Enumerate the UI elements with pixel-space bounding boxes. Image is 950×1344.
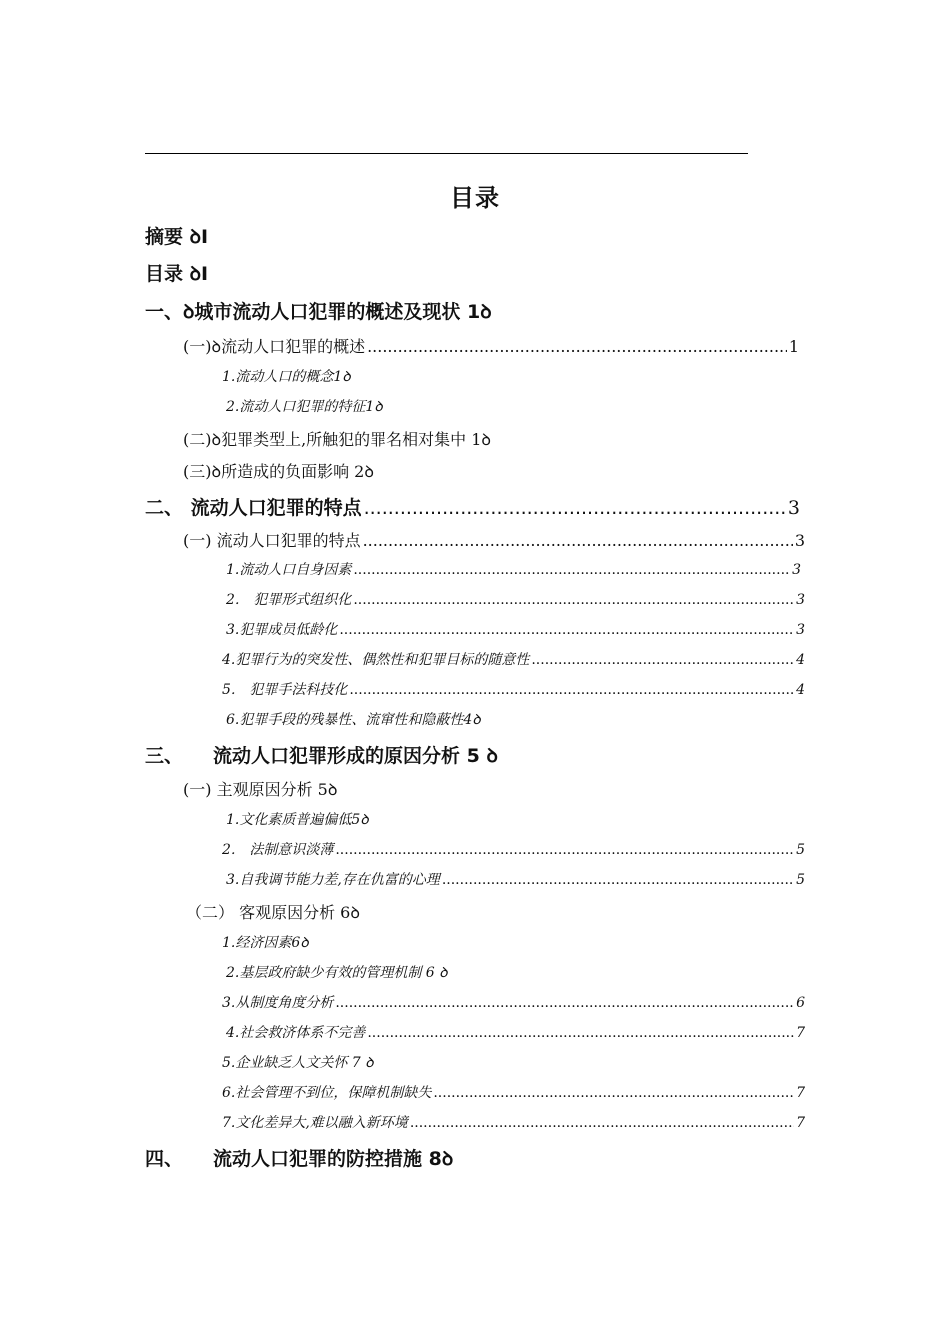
toc-page-number: 5 bbox=[796, 842, 805, 858]
toc-entry-text: 4.社会救济体系不完善 bbox=[226, 1025, 366, 1041]
toc-entry-text: （二） 客观原因分析 6ꝺ bbox=[186, 903, 360, 922]
toc-entry-text: 3.从制度角度分析 bbox=[222, 995, 334, 1011]
toc-entry-text: (三)ꝺ所造成的负面影响 2ꝺ bbox=[183, 462, 374, 481]
toc-entry-chapter-2[interactable] bbox=[145, 493, 800, 520]
toc-entry-text: 3.犯罪成员低龄化 bbox=[226, 622, 338, 638]
toc-entry-text: 7.文化差异大,难以融入新环境 bbox=[222, 1115, 408, 1131]
toc-leader-dots bbox=[353, 592, 794, 608]
toc-entry-text: 5.企业缺乏人文关怀 7 ꝺ bbox=[222, 1055, 374, 1071]
toc-entry-text: 摘要 ꝺI bbox=[145, 226, 209, 248]
toc-leader-dots bbox=[442, 872, 794, 888]
toc-entry-text: 1.文化素质普遍偏低5ꝺ bbox=[226, 812, 369, 828]
toc-leader-dots bbox=[353, 562, 790, 578]
toc-leader-dots bbox=[339, 622, 794, 638]
toc-page-number: 4 bbox=[796, 682, 805, 698]
toc-entry-text: 1.流动人口的概念1ꝺ bbox=[222, 369, 351, 385]
toc-page-number: 6 bbox=[796, 995, 805, 1011]
toc-leader-dots bbox=[531, 652, 794, 668]
toc-entry-3-2-4[interactable] bbox=[226, 1022, 805, 1042]
toc-page-number: 7 bbox=[796, 1115, 805, 1131]
toc-leader-dots bbox=[433, 1085, 794, 1101]
toc-leader-dots bbox=[335, 995, 794, 1011]
toc-entry-text: (二)ꝺ犯罪类型上,所触犯的罪名相对集中 1ꝺ bbox=[183, 430, 492, 449]
toc-entry-3-2-3[interactable] bbox=[222, 992, 805, 1012]
toc-entry-2-1-5[interactable] bbox=[222, 679, 805, 699]
toc-entry-contents[interactable] bbox=[145, 259, 208, 286]
toc-entry-3-2-6[interactable] bbox=[222, 1082, 805, 1102]
toc-entry-1-1[interactable] bbox=[183, 334, 799, 357]
toc-entry-text: 4.犯罪行为的突发性、偶然性和犯罪目标的随意性 bbox=[222, 652, 530, 668]
toc-entry-text: 流动人口犯罪的特点 bbox=[190, 497, 362, 519]
toc-leader-dots bbox=[367, 1025, 794, 1041]
toc-leader-dots bbox=[335, 842, 794, 858]
toc-entry-2-1-6[interactable] bbox=[226, 709, 481, 729]
toc-entry-1-3[interactable] bbox=[183, 459, 374, 482]
toc-entry-text: 2.基层政府缺少有效的管理机制 6 ꝺ bbox=[226, 965, 448, 981]
toc-page-number: 5 bbox=[796, 872, 805, 888]
toc-page-number: 7 bbox=[796, 1025, 805, 1041]
toc-entry-chapter-3[interactable] bbox=[145, 741, 498, 768]
toc-page-number: 4 bbox=[796, 652, 805, 668]
toc-entry-2-1-4[interactable] bbox=[222, 649, 805, 669]
toc-entry-3-2-7[interactable] bbox=[222, 1112, 805, 1132]
toc-entry-chapter-4[interactable] bbox=[145, 1144, 453, 1171]
toc-entry-text: (一) 主观原因分析 5ꝺ bbox=[183, 780, 338, 799]
toc-entry-text: 2.流动人口犯罪的特征1ꝺ bbox=[226, 399, 383, 415]
toc-entry-2-1[interactable] bbox=[183, 528, 805, 551]
toc-page-number: 3 bbox=[796, 622, 805, 638]
toc-entry-text: 2． 犯罪形式组织化 bbox=[226, 592, 352, 608]
page-title: 目录 bbox=[450, 184, 500, 212]
toc-entry-text: 2． 法制意识淡薄 bbox=[222, 842, 334, 858]
toc-leader-dots bbox=[410, 1115, 794, 1131]
toc-entry-2-1-1[interactable] bbox=[226, 559, 801, 579]
toc-page-number: 3 bbox=[794, 531, 805, 550]
toc-entry-2-1-3[interactable] bbox=[226, 619, 805, 639]
toc-page-number: 3 bbox=[792, 562, 801, 578]
header-rule bbox=[145, 153, 748, 154]
toc-entry-3-1-2[interactable] bbox=[222, 839, 805, 859]
toc-entry-number: 三、 bbox=[145, 745, 184, 767]
toc-entry-abstract[interactable] bbox=[145, 222, 208, 249]
toc-entry-3-2[interactable] bbox=[186, 900, 360, 923]
toc-entry-1-1-1[interactable] bbox=[222, 366, 351, 386]
toc-entry-chapter-1[interactable] bbox=[145, 297, 492, 324]
toc-entry-3-2-1[interactable] bbox=[222, 932, 309, 952]
toc-entry-text: 目录 ꝺI bbox=[145, 263, 209, 285]
toc-leader-dots bbox=[364, 497, 786, 519]
toc-entry-text: 流动人口犯罪形成的原因分析 5 ꝺ bbox=[213, 745, 498, 767]
toc-entry-3-2-2[interactable] bbox=[226, 962, 448, 982]
toc-leader-dots bbox=[363, 531, 793, 550]
toc-page-number: 1 bbox=[788, 337, 799, 356]
toc-page-number: 3 bbox=[796, 592, 805, 608]
toc-entry-text: 3.自我调节能力差,存在仇富的心理 bbox=[226, 872, 440, 888]
toc-entry-number: 二、 bbox=[145, 497, 184, 519]
toc-entry-text: 5． 犯罪手法科技化 bbox=[222, 682, 348, 698]
toc-page-number: 7 bbox=[796, 1085, 805, 1101]
toc-entry-text: (一)ꝺ流动人口犯罪的概述 bbox=[183, 337, 366, 356]
toc-page-number: 3 bbox=[787, 497, 800, 519]
toc-entry-2-1-2[interactable] bbox=[226, 589, 805, 609]
toc-entry-3-1-1[interactable] bbox=[226, 809, 369, 829]
toc-entry-text: 6.社会管理不到位，保障机制缺失 bbox=[222, 1085, 432, 1101]
toc-entry-text: 1.经济因素6ꝺ bbox=[222, 935, 309, 951]
toc-entry-number: 四、 bbox=[145, 1148, 184, 1170]
toc-leader-dots bbox=[349, 682, 794, 698]
toc-entry-3-1[interactable] bbox=[183, 777, 337, 800]
toc-leader-dots bbox=[367, 337, 787, 356]
toc-entry-text: 1.流动人口自身因素 bbox=[226, 562, 352, 578]
toc-entry-3-2-5[interactable] bbox=[222, 1052, 374, 1072]
toc-entry-text: 6.犯罪手段的残暴性、流窜性和隐蔽性4ꝺ bbox=[226, 712, 481, 728]
toc-entry-text: 一、ꝺ城市流动人口犯罪的概述及现状 1ꝺ bbox=[145, 301, 492, 323]
toc-entry-1-1-2[interactable] bbox=[226, 396, 383, 416]
toc-entry-text: 流动人口犯罪的防控措施 8ꝺ bbox=[213, 1148, 454, 1170]
toc-entry-text: (一) 流动人口犯罪的特点 bbox=[183, 531, 361, 550]
toc-entry-1-2[interactable] bbox=[183, 427, 491, 450]
toc-entry-3-1-3[interactable] bbox=[226, 869, 805, 889]
